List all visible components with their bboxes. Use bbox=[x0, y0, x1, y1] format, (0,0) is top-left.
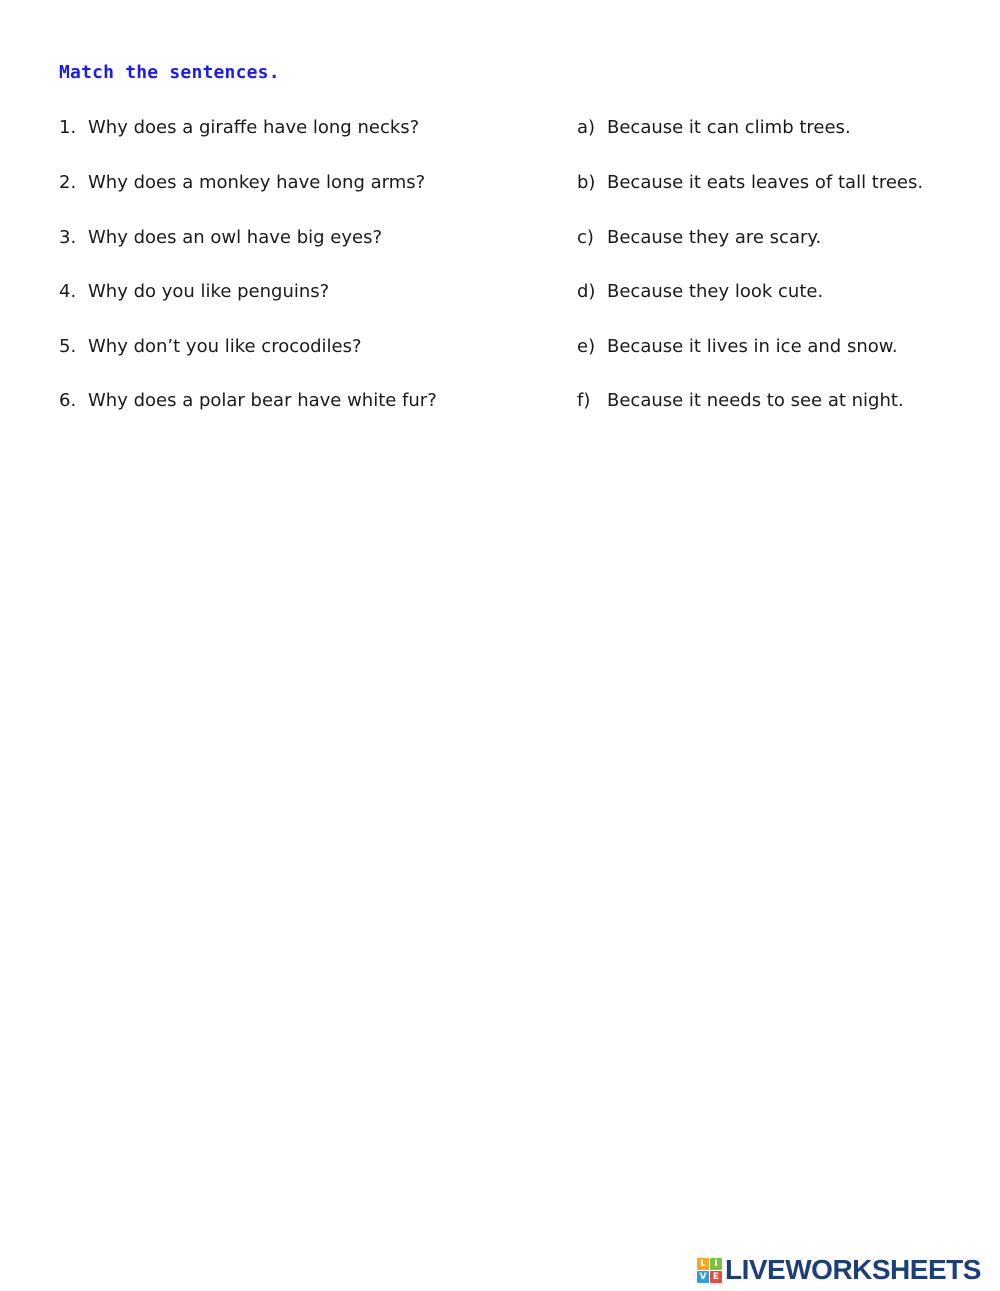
logo-block: E bbox=[710, 1271, 722, 1283]
question-number: 1. bbox=[59, 117, 77, 138]
question-number: 5. bbox=[59, 336, 77, 357]
logo-text: LIVEWORKSHEETS bbox=[725, 1254, 981, 1285]
answer-text: Because they look cute. bbox=[607, 281, 824, 302]
worksheet-title: Match the sentences. bbox=[59, 62, 280, 83]
logo-blocks-icon bbox=[697, 1258, 722, 1283]
question-text: Why does a polar bear have white fur? bbox=[88, 390, 437, 411]
answer-letter: d) bbox=[577, 281, 596, 302]
answer-text: Because they are scary. bbox=[607, 227, 822, 248]
question-text: Why does an owl have big eyes? bbox=[88, 227, 383, 248]
answer-letter: c) bbox=[577, 227, 594, 248]
liveworksheets-logo bbox=[697, 1256, 981, 1284]
answer-text: Because it needs to see at night. bbox=[607, 390, 904, 411]
question-number: 3. bbox=[59, 227, 77, 248]
answer-item bbox=[577, 172, 923, 194]
question-item bbox=[59, 172, 425, 194]
answer-item bbox=[577, 281, 823, 303]
question-item bbox=[59, 227, 382, 249]
question-text: Why do you like penguins? bbox=[88, 281, 330, 302]
answer-letter: f) bbox=[577, 390, 591, 411]
question-number: 6. bbox=[59, 390, 77, 411]
logo-block: L bbox=[697, 1258, 709, 1270]
answer-letter: b) bbox=[577, 172, 596, 193]
logo-block: V bbox=[697, 1271, 709, 1283]
question-text: Why don’t you like crocodiles? bbox=[88, 336, 362, 357]
answer-letter: a) bbox=[577, 117, 596, 138]
question-text: Why does a giraffe have long necks? bbox=[88, 117, 420, 138]
question-item bbox=[59, 117, 419, 139]
question-number: 2. bbox=[59, 172, 77, 193]
answer-text: Because it eats leaves of tall trees. bbox=[607, 172, 924, 193]
answer-item bbox=[577, 390, 904, 412]
answer-item bbox=[577, 336, 898, 358]
answer-item bbox=[577, 227, 821, 249]
question-text: Why does a monkey have long arms? bbox=[88, 172, 426, 193]
question-number: 4. bbox=[59, 281, 77, 302]
question-item bbox=[59, 281, 329, 303]
logo-block: I bbox=[710, 1258, 722, 1270]
answer-text: Because it lives in ice and snow. bbox=[607, 336, 898, 357]
answer-text: Because it can climb trees. bbox=[607, 117, 851, 138]
answer-item bbox=[577, 117, 851, 139]
question-item bbox=[59, 336, 362, 358]
answer-letter: e) bbox=[577, 336, 596, 357]
question-item bbox=[59, 390, 437, 412]
